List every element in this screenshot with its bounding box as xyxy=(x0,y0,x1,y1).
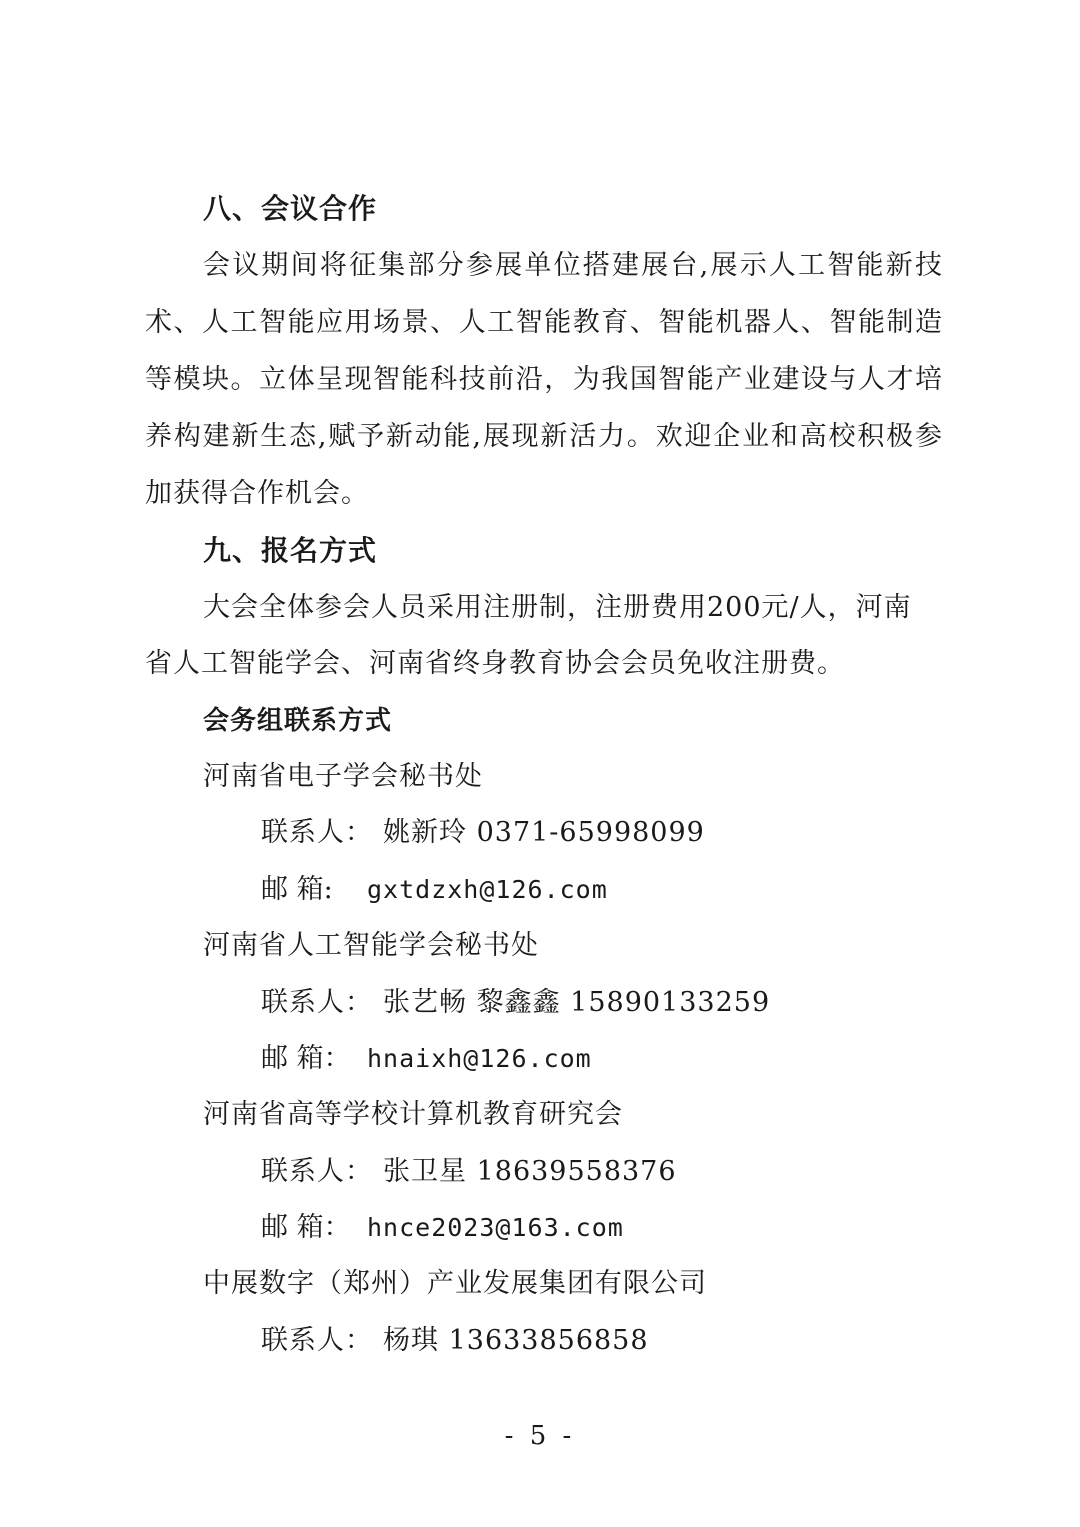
contact-person-row xyxy=(261,985,770,1021)
contact-value: 姚新玲 0371-65998099 xyxy=(383,817,705,848)
org-name: 河南省人工智能学会秘书处 xyxy=(203,930,539,961)
email-value: gxtdzxh@126.com xyxy=(367,875,608,904)
contact-value: 张艺畅 黎鑫鑫 15890133259 xyxy=(383,987,771,1018)
contact-label: 联系人： xyxy=(261,1156,373,1187)
email-label: 邮 箱: xyxy=(261,874,333,905)
email-label: 邮 箱： xyxy=(261,1212,351,1243)
email-value: hnce2023@163.com xyxy=(367,1213,624,1242)
org-name: 河南省电子学会秘书处 xyxy=(203,761,483,792)
email-value: hnaixh@126.com xyxy=(367,1044,592,1073)
section-heading-cooperation: 八、会议合作 xyxy=(203,192,378,225)
contact-label: 联系人： xyxy=(261,817,373,848)
email-row xyxy=(261,1210,624,1246)
email-label: 邮 箱： xyxy=(261,1043,351,1074)
paragraph-line: 等模块。立体呈现智能科技前沿，为我国智能产业建设与人才培 xyxy=(145,364,943,395)
contact-label: 联系人： xyxy=(261,987,373,1018)
contact-person-row xyxy=(261,815,705,851)
email-row xyxy=(261,872,608,908)
contacts-heading: 会务组联系方式 xyxy=(203,706,393,736)
paragraph-line: 省人工智能学会、河南省终身教育协会会员免收注册费。 xyxy=(145,648,845,679)
paragraph-line: 会议期间将征集部分参展单位搭建展台,展示人工智能新技 xyxy=(203,250,943,281)
contact-person-row xyxy=(261,1154,677,1190)
section-heading-registration: 九、报名方式 xyxy=(203,534,378,567)
paragraph-line: 术、人工智能应用场景、人工智能教育、智能机器人、智能制造 xyxy=(145,307,943,338)
paragraph-line: 加获得合作机会。 xyxy=(145,478,369,509)
email-row xyxy=(261,1041,592,1077)
page-number: - 5 - xyxy=(504,1421,576,1451)
contact-value: 杨琪 13633856858 xyxy=(383,1325,649,1356)
contact-person-row xyxy=(261,1323,649,1359)
contact-value: 张卫星 18639558376 xyxy=(383,1156,677,1187)
org-name: 河南省高等学校计算机教育研究会 xyxy=(203,1099,623,1130)
contact-label: 联系人： xyxy=(261,1325,373,1356)
paragraph-line: 大会全体参会人员采用注册制，注册费用200元/人，河南 xyxy=(203,592,912,623)
org-name: 中展数字（郑州）产业发展集团有限公司 xyxy=(203,1268,707,1299)
paragraph-line: 养构建新生态,赋予新动能,展现新活力。欢迎企业和高校积极参 xyxy=(145,421,943,452)
